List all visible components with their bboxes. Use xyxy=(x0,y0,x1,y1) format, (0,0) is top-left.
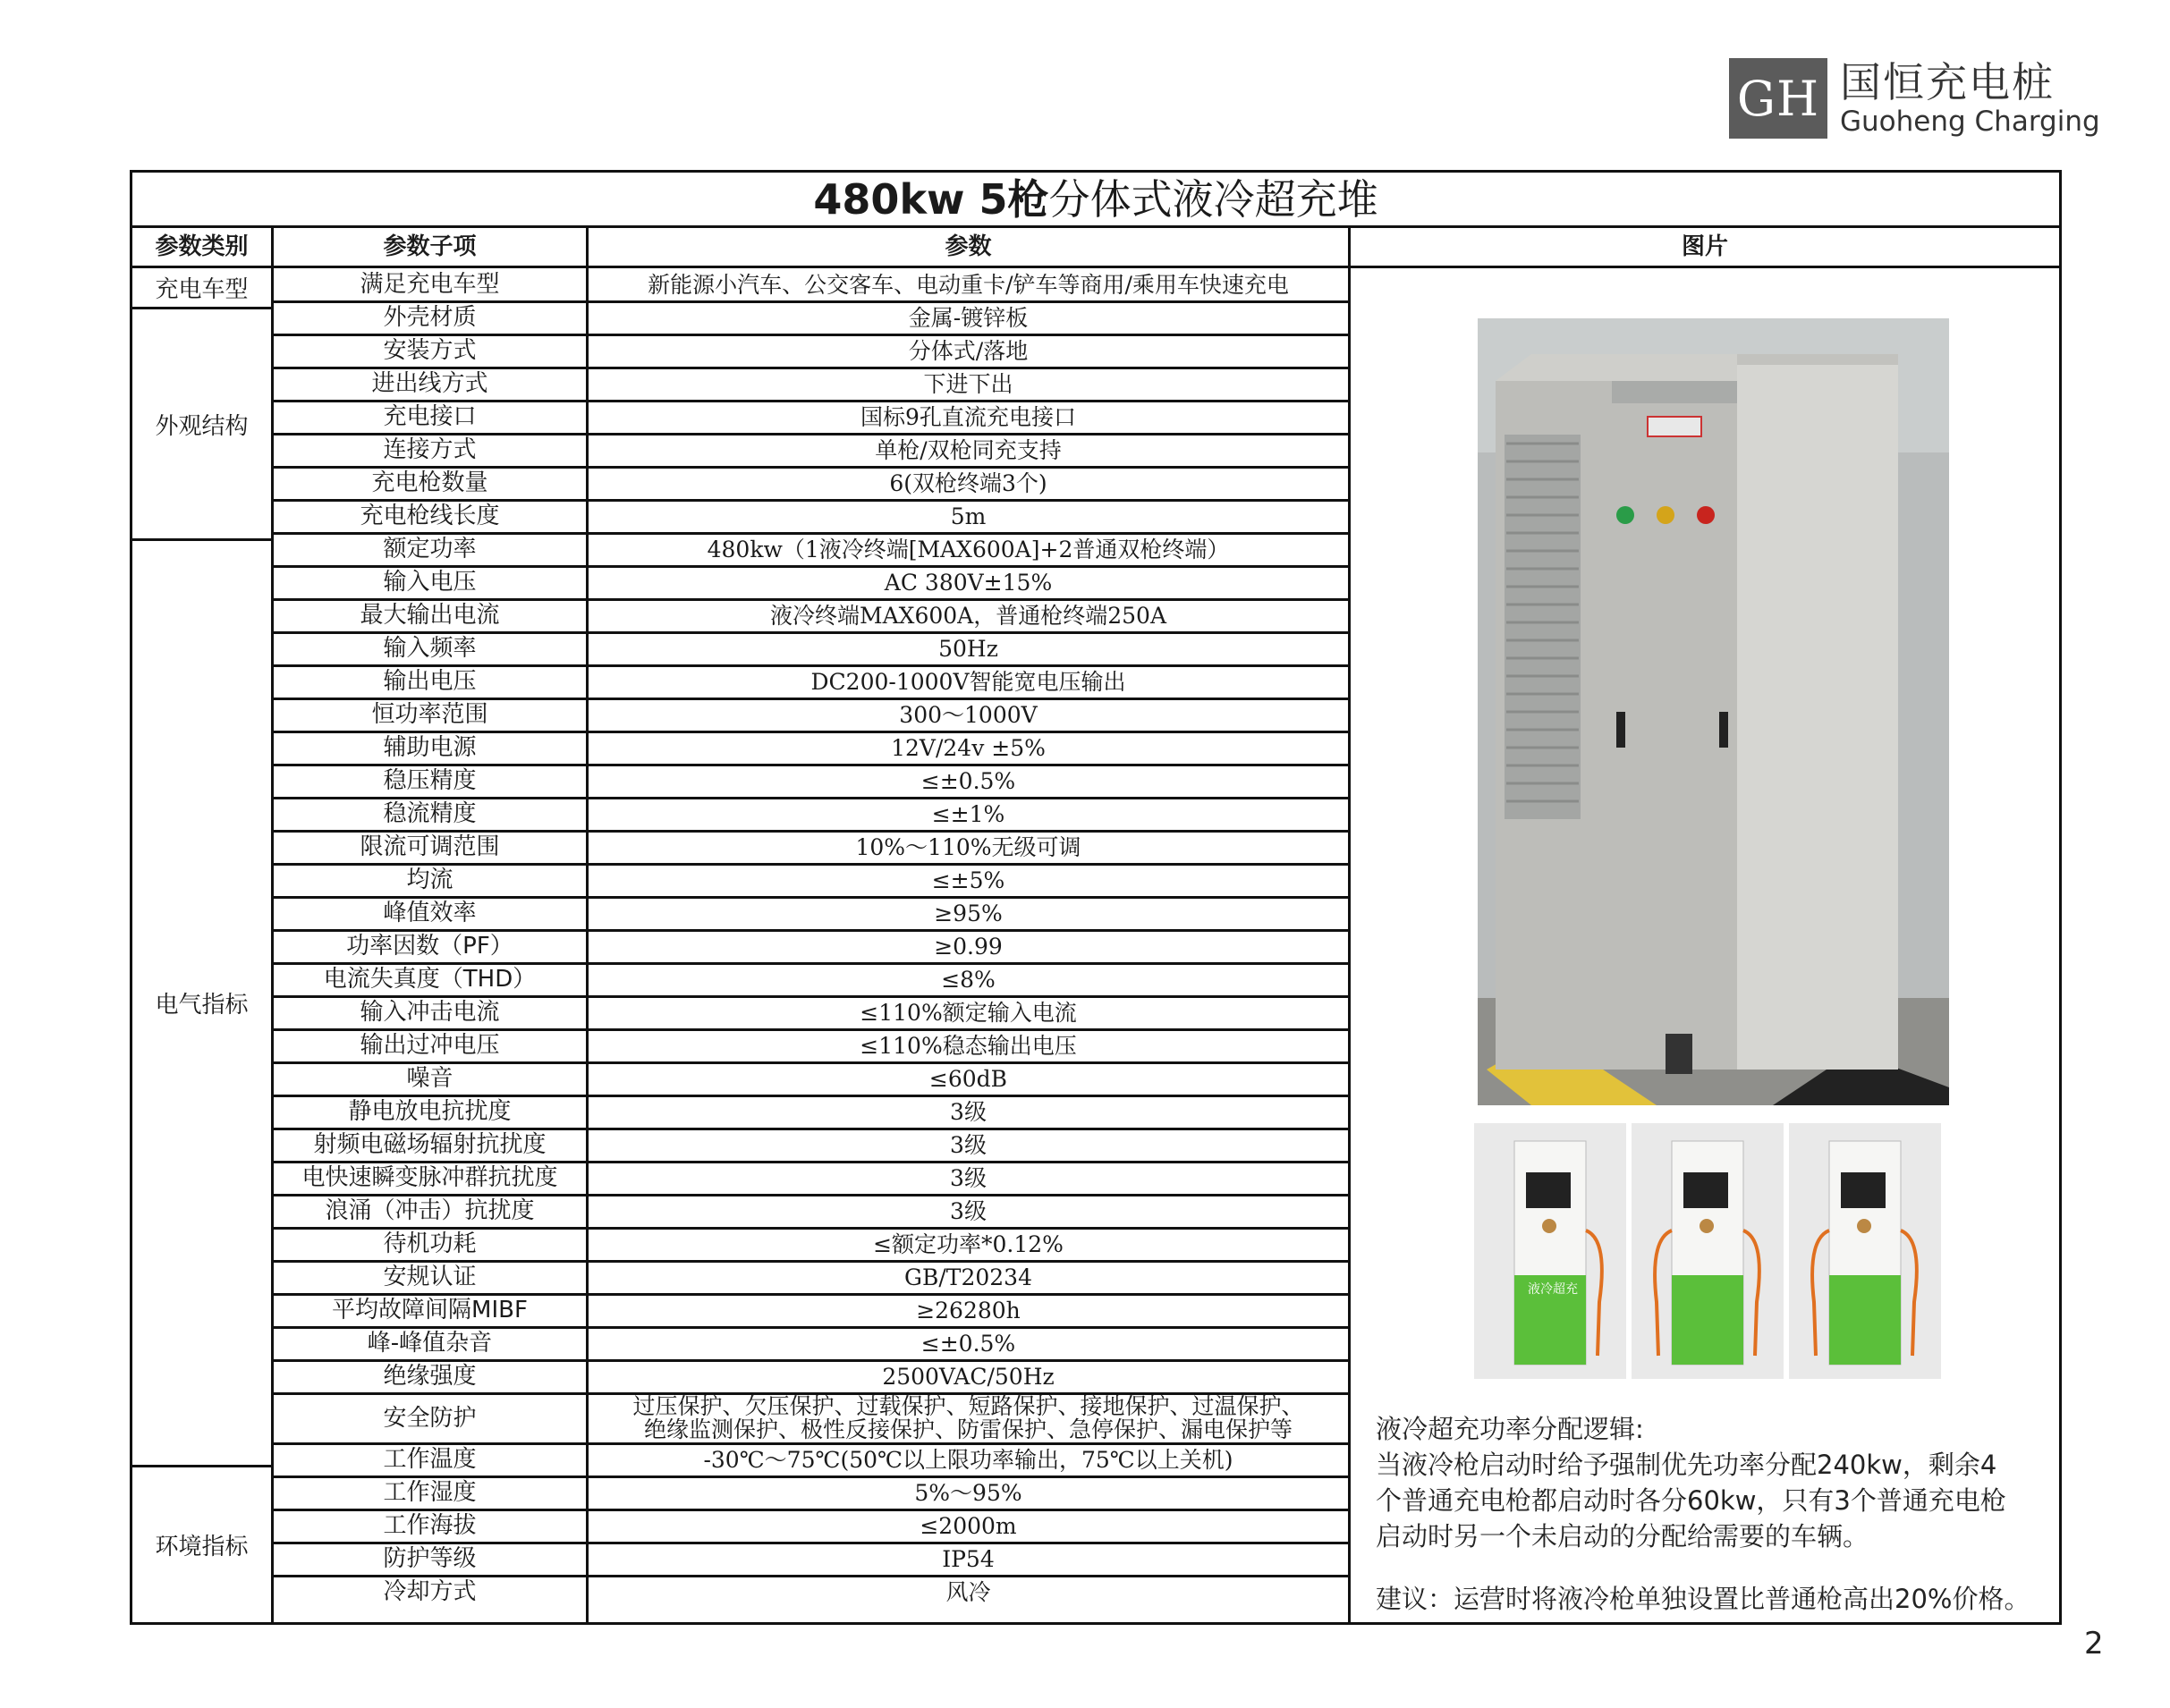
charger-label: 液冷超充 xyxy=(1528,1282,1578,1297)
spec-value: 下进下出 xyxy=(923,371,1013,397)
power-allocation-note xyxy=(1376,1411,2056,1617)
spec-subitem: 辅助电源 xyxy=(383,734,477,761)
charger-photo-liquid-cooled xyxy=(1474,1123,1626,1379)
spec-subitem: 额定功率 xyxy=(383,536,477,562)
spec-subitem: 工作海拔 xyxy=(383,1512,477,1539)
spec-value: ≤±0.5% xyxy=(920,1331,1016,1357)
spec-value: AC 380V±15% xyxy=(884,570,1053,596)
note-line: 当液冷枪启动时给予强制优先功率分配240kw，剩余4 xyxy=(1376,1450,1997,1480)
spec-subitem: 输入频率 xyxy=(383,635,477,662)
spec-value: 50Hz xyxy=(938,636,998,662)
spec-subitem: 稳压精度 xyxy=(383,767,477,794)
spec-value: ≥95% xyxy=(934,901,1003,926)
spec-value: 国标9孔直流充电接口 xyxy=(860,404,1076,430)
spec-value: 金属-镀锌板 xyxy=(908,305,1029,331)
category-divider xyxy=(132,307,271,309)
spec-value: 新能源小汽车、公交客车、电动重卡/铲车等商用/乘用车快速充电 xyxy=(648,272,1289,298)
spec-value: ≤110%稳态输出电压 xyxy=(860,1033,1077,1059)
spec-subitem: 静电放电抗扰度 xyxy=(348,1098,512,1125)
spec-value: 12V/24v ±5% xyxy=(891,735,1046,761)
spec-subitem: 功率因数（PF） xyxy=(346,933,513,960)
note-line: 个普通充电枪都启动时各分60kw，只有3个普通充电枪 xyxy=(1376,1485,2006,1516)
spec-subitem: 安装方式 xyxy=(383,337,477,364)
spec-subitem: 限流可调范围 xyxy=(360,833,500,860)
category-vehicle-type: 充电车型 xyxy=(155,276,249,303)
spec-value: 液冷终端MAX600A，普通枪终端250A xyxy=(770,603,1166,629)
charger-photo-standard xyxy=(1632,1123,1784,1379)
spec-value: 5%～95% xyxy=(914,1480,1022,1506)
title-product: 分体式液冷超充堆 xyxy=(1048,175,1378,224)
spec-subitem: 充电枪数量 xyxy=(371,469,488,496)
spec-subitem: 稳流精度 xyxy=(383,800,477,827)
spec-value: ≤±5% xyxy=(931,867,1005,893)
spec-subitem: 峰-峰值杂音 xyxy=(367,1330,493,1357)
spec-subitem: 电快速瞬变脉冲群抗扰度 xyxy=(301,1164,558,1191)
spec-value: 3级 xyxy=(950,1099,987,1125)
spec-subitem: 峰值效率 xyxy=(383,900,477,926)
spec-subitem: 输入电压 xyxy=(383,569,477,596)
title-model: 480kw 5枪 xyxy=(813,175,1049,224)
spec-value: 2500VAC/50Hz xyxy=(882,1364,1055,1390)
spec-value: 风冷 xyxy=(945,1579,991,1605)
header-parameter: 参数 xyxy=(589,228,1348,268)
spec-value: ≥0.99 xyxy=(934,934,1003,960)
spec-subitem: 均流 xyxy=(406,867,453,893)
spec-subitem: 进出线方式 xyxy=(371,370,488,397)
spec-value: ≥26280h xyxy=(916,1298,1021,1323)
column-divider xyxy=(1348,228,1351,1622)
spec-subitem: 平均故障间隔MIBF xyxy=(332,1297,528,1323)
spec-subitem: 充电枪线长度 xyxy=(360,503,500,529)
note-line: 启动时另一个未启动的分配给需要的车辆。 xyxy=(1376,1521,1869,1552)
category-divider xyxy=(132,538,271,541)
spec-subitem: 满足充电车型 xyxy=(360,271,500,298)
logo-mark: GH xyxy=(1729,58,1827,139)
category-electrical: 电气指标 xyxy=(155,992,249,1019)
category-environment: 环境指标 xyxy=(155,1534,249,1560)
charger-photo-standard xyxy=(1789,1123,1941,1379)
spec-value: 6(双枪终端3个) xyxy=(889,470,1047,496)
spec-value-line: 过压保护、欠压保护、过载保护、短路保护、接地保护、过温保护、 xyxy=(632,1393,1304,1419)
category-appearance: 外观结构 xyxy=(155,412,249,440)
spec-subitem: 输出电压 xyxy=(383,668,477,695)
spec-subitem: 冷却方式 xyxy=(383,1578,477,1605)
spec-value: ≤60dB xyxy=(928,1066,1008,1092)
header-picture: 图片 xyxy=(1351,228,2059,268)
spec-value: ≤额定功率*0.12% xyxy=(873,1231,1064,1257)
spec-value: -30℃～75℃(50℃以上限功率输出，75℃以上关机) xyxy=(703,1447,1233,1473)
spec-value: ≤±1% xyxy=(931,801,1005,827)
logo-english-name: Guoheng Charging xyxy=(1840,106,2100,138)
spec-value: 单枪/双枪同充支持 xyxy=(875,437,1062,463)
logo-chinese-name: 国恒充电桩 xyxy=(1840,58,2055,106)
spec-subitem: 输入冲击电流 xyxy=(360,999,500,1026)
spec-subitem: 输出过冲电压 xyxy=(360,1032,500,1059)
note-heading: 液冷超充功率分配逻辑: xyxy=(1376,1414,1644,1444)
logo-text xyxy=(1840,59,2100,138)
header-subitem: 参数子项 xyxy=(274,228,586,268)
spec-value: IP54 xyxy=(942,1546,995,1572)
spec-subitem: 绝缘强度 xyxy=(383,1363,477,1390)
spec-subitem: 外壳材质 xyxy=(383,304,477,331)
spec-value: 10%～110%无级可调 xyxy=(855,834,1081,860)
brand-logo xyxy=(1729,56,2100,140)
note-suggestion: 建议：运营时将液冷枪单独设置比普通枪高出20%价格。 xyxy=(1376,1584,2030,1614)
spec-subitem: 连接方式 xyxy=(383,436,477,463)
spec-subitem: 最大输出电流 xyxy=(360,602,500,629)
spec-value: DC200-1000V智能宽电压输出 xyxy=(810,669,1126,695)
spec-subitem: 工作温度 xyxy=(383,1446,477,1473)
cabinet-photo xyxy=(1478,318,1949,1105)
spec-subitem: 充电接口 xyxy=(383,403,477,430)
page-number: 2 xyxy=(2084,1626,2104,1661)
spec-value: ≤±0.5% xyxy=(920,768,1016,794)
category-divider xyxy=(132,1465,271,1467)
spec-table xyxy=(130,170,2062,1625)
spec-subitem: 恒功率范围 xyxy=(371,701,488,728)
spec-value-line: 绝缘监测保护、极性反接保护、防雷保护、急停保护、漏电保护等 xyxy=(643,1416,1293,1442)
spec-value: 300～1000V xyxy=(899,702,1038,728)
spec-subitem: 安规认证 xyxy=(383,1264,477,1290)
spec-value: 3级 xyxy=(950,1198,987,1224)
spec-subitem: 浪涌（冲击）抗扰度 xyxy=(325,1197,535,1224)
spec-value: 3级 xyxy=(950,1165,987,1191)
spec-subitem: 工作湿度 xyxy=(383,1479,477,1506)
spec-subitem: 噪音 xyxy=(406,1065,453,1092)
spec-value xyxy=(589,1393,1348,1445)
spec-value: 3级 xyxy=(950,1132,987,1158)
spec-subitem: 电流失真度（THD） xyxy=(323,966,537,993)
spec-value: 分体式/落地 xyxy=(908,338,1029,364)
header-category: 参数类别 xyxy=(132,228,271,268)
spec-subitem: 射频电磁场辐射抗扰度 xyxy=(313,1131,547,1158)
spec-value: GB/T20234 xyxy=(904,1264,1032,1290)
spec-value: 480kw（1液冷终端[MAX600A]+2普通双枪终端） xyxy=(707,537,1230,562)
spec-subitem: 待机功耗 xyxy=(383,1230,477,1257)
spec-subitem: 防护等级 xyxy=(383,1545,477,1572)
spec-subitem: 安全防护 xyxy=(383,1405,477,1432)
spec-value: 5m xyxy=(950,503,987,529)
spec-value: ≤2000m xyxy=(920,1513,1017,1539)
spec-value: ≤110%额定输入电流 xyxy=(860,1000,1077,1026)
document-title xyxy=(132,173,2059,228)
spec-value: ≤8% xyxy=(941,967,996,993)
